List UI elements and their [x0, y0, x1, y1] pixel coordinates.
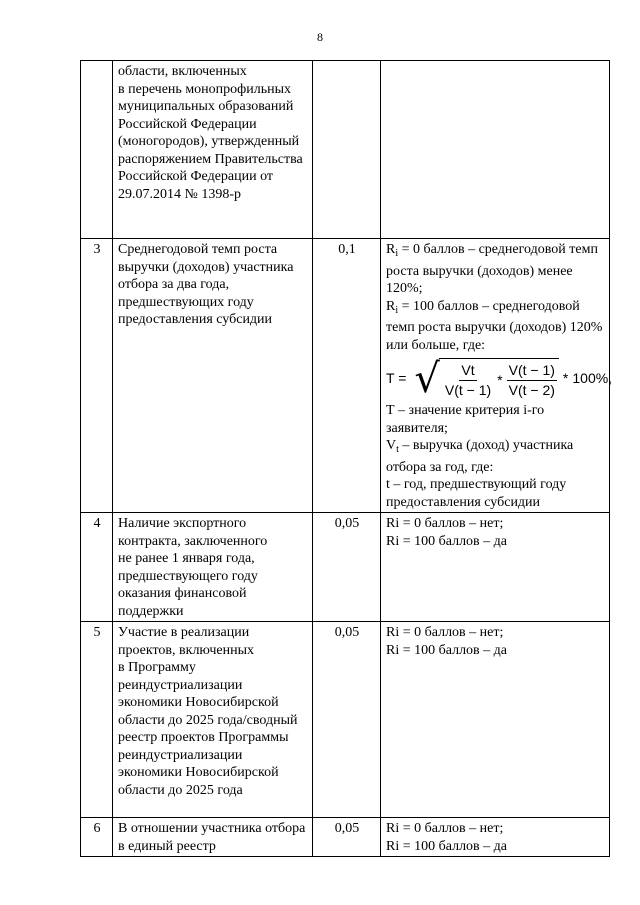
formula-fraction-2: $\frac{V(t - 1)}{V(t - 2)}$ — [508, 362, 555, 398]
formula-lhs: T = — [386, 370, 407, 386]
table-row — [81, 513, 610, 622]
scoring-line-high: $R_i = 100$ баллов – среднегодовой темп роста выручки (доходов) 120% или больше, где: — [386, 298, 603, 353]
row-number-cell: 5 — [81, 622, 113, 818]
weight-cell: 0,1 — [313, 239, 381, 513]
scoring-cell — [381, 239, 613, 513]
weight-cell — [313, 61, 381, 239]
page-number: 8 — [317, 30, 323, 44]
criterion-cell: Среднегодовой темп роста выручки (доходов) участника отбора за два года, предшествующих году предоставления субсидии — [113, 239, 313, 513]
scoring-cell: Ri = 0 баллов – нет; Ri = 100 баллов – да — [381, 513, 610, 622]
weight-cell: 0,05 — [313, 818, 381, 857]
scoring-cell: Ri = 0 баллов – нет; Ri = 100 баллов – да — [381, 622, 610, 818]
formula-radicand: $\frac{Vt}{V(t - 1)}$ * $\frac{V(t - 1)}{V(t - 2)}$ — [439, 358, 559, 399]
scoring-cell — [381, 61, 610, 239]
v-definition: $V_t$ – выручка (доход) участника отбора за год, где: — [386, 438, 574, 475]
criterion-cell: области, включенных в перечень монопрофильных муниципальных образований Российской Федерации (моногородов), утвержденный распоряжением Правительства Российской Федерации от 29.07.2014 № 1398-р — [113, 61, 313, 239]
scoring-cell: Ri = 0 баллов – нет; Ri = 100 баллов – да — [381, 818, 610, 857]
formula-tail: 100%, — [572, 370, 613, 386]
weight-cell: 0,05 — [313, 513, 381, 622]
criteria-table — [80, 60, 613, 857]
row-number-cell — [81, 61, 113, 239]
growth-rate-formula: T = √ $\frac{Vt}{V(t - 1)}$ * $\frac{V(t - 1)}{V(t - 2)}$ * 100%, — [386, 355, 613, 402]
criterion-cell: Наличие экспортного контракта, заключенного не ранее 1 января года, предшествующего году оказания финансовой поддержки — [113, 513, 313, 622]
t-definition: Т – значение критерия i-го заявителя; — [386, 403, 545, 436]
table-row — [81, 239, 610, 513]
t-year-definition: t – год, предшествующий году предоставления субсидии — [386, 477, 567, 510]
row-number-cell: 6 — [81, 818, 113, 857]
row-number-cell: 3 — [81, 239, 113, 513]
table-row — [81, 61, 610, 239]
sqrt-icon: √ — [414, 355, 440, 402]
criterion-cell: В отношении участника отбора в единый реестр — [113, 818, 313, 857]
table-row — [81, 818, 610, 857]
row-number-cell: 4 — [81, 513, 113, 622]
weight-cell: 0,05 — [313, 622, 381, 818]
scoring-line-low: $R_i = 0$ баллов – среднегодовой темп роста выручки (доходов) менее 120%; — [386, 242, 598, 296]
formula-fraction-1: $\frac{Vt}{V(t - 1)}$ — [444, 362, 492, 398]
criterion-cell: Участие в реализации проектов, включенных в Программу реиндустриализации экономики Новосибирской области до 2025 года/сводный реестр проектов Программы реиндустриализации экономики Новосибирской области до 2025 года — [113, 622, 313, 818]
table-row — [81, 622, 610, 818]
